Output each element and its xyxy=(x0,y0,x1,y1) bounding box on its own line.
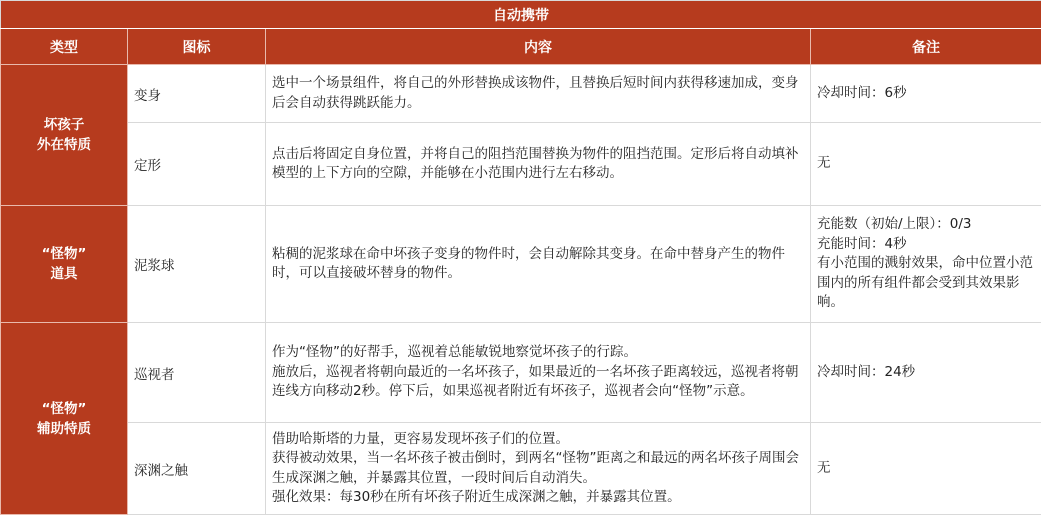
content-paragraph: 施放后，巡视者将朝向最近的一名坏孩子，如果最近的一名坏孩子距离较远，巡视者将朝连线方向移动2秒。停下后，如果巡视者附近有坏孩子，巡视者会向“怪物”示意。 xyxy=(272,363,804,402)
type-cell-bad-kid-traits xyxy=(1,65,128,206)
content-paragraph: 强化效果：每30秒在所有坏孩子附近生成深渊之触，并暴露其位置。 xyxy=(272,488,804,508)
table-row xyxy=(1,206,1041,323)
header-type: 类型 xyxy=(1,29,128,65)
note-cell xyxy=(811,65,1041,123)
type-label-line: “怪物” xyxy=(1,244,127,264)
content-cell xyxy=(266,206,811,323)
type-label-line: 坏孩子 xyxy=(1,115,127,135)
content-paragraph: 粘稠的泥浆球在命中坏孩子变身的物件时，会自动解除其变身。在命中替身产生的物件时，可以直接破坏替身的物件。 xyxy=(272,245,804,284)
content-paragraph: 选中一个场景组件，将自己的外形替换成该物件，且替换后短时间内获得移速加成，变身后会自动获得跳跃能力。 xyxy=(272,74,804,113)
icon-name-cell: 泥浆球 xyxy=(128,206,266,323)
table-row xyxy=(1,423,1041,515)
note-line: 充能数（初始/上限）：0/3 xyxy=(817,215,1035,235)
icon-name-cell: 变身 xyxy=(128,65,266,123)
note-line: 充能时间：4秒 xyxy=(817,235,1035,255)
type-label-line: “怪物” xyxy=(1,399,127,419)
header-content: 内容 xyxy=(266,29,811,65)
content-cell xyxy=(266,323,811,423)
content-cell xyxy=(266,123,811,206)
table-row xyxy=(1,323,1041,423)
note-cell xyxy=(811,323,1041,423)
content-paragraph: 借助哈斯塔的力量，更容易发现坏孩子们的位置。 xyxy=(272,430,804,450)
note-line: 有小范围的溅射效果，命中位置小范围内的所有组件都会受到其效果影响。 xyxy=(817,254,1035,313)
table-row xyxy=(1,65,1041,123)
header-note: 备注 xyxy=(811,29,1041,65)
content-paragraph: 作为“怪物”的好帮手，巡视着总能敏锐地察觉坏孩子的行踪。 xyxy=(272,343,804,363)
icon-name-cell: 定形 xyxy=(128,123,266,206)
header-icon: 图标 xyxy=(128,29,266,65)
icon-name-cell: 巡视者 xyxy=(128,323,266,423)
note-cell xyxy=(811,206,1041,323)
note-line: 冷却时间：24秒 xyxy=(817,363,1035,383)
content-paragraph: 获得被动效果，当一名坏孩子被击倒时，到两名“怪物”距离之和最远的两名坏孩子周围会生成深渊之触，并暴露其位置，一段时间后自动消失。 xyxy=(272,449,804,488)
icon-name-cell: 深渊之触 xyxy=(128,423,266,515)
table-row xyxy=(1,123,1041,206)
table-title: 自动携带 xyxy=(1,1,1041,29)
note-cell xyxy=(811,423,1041,515)
note-cell xyxy=(811,123,1041,206)
note-line: 冷却时间：6秒 xyxy=(817,84,1035,104)
note-line: 无 xyxy=(817,154,1035,174)
type-label-line: 辅助特质 xyxy=(1,419,127,439)
type-cell-monster-support-traits xyxy=(1,323,128,515)
type-label-line: 道具 xyxy=(1,264,127,284)
content-cell xyxy=(266,423,811,515)
type-label-line: 外在特质 xyxy=(1,135,127,155)
content-cell xyxy=(266,65,811,123)
header-row xyxy=(1,29,1041,65)
type-cell-monster-item xyxy=(1,206,128,323)
note-line: 无 xyxy=(817,459,1035,479)
content-paragraph: 点击后将固定自身位置，并将自己的阻挡范围替换为物件的阻挡范围。定形后将自动填补模型的上下方向的空隙，并能够在小范围内进行左右移动。 xyxy=(272,145,804,184)
